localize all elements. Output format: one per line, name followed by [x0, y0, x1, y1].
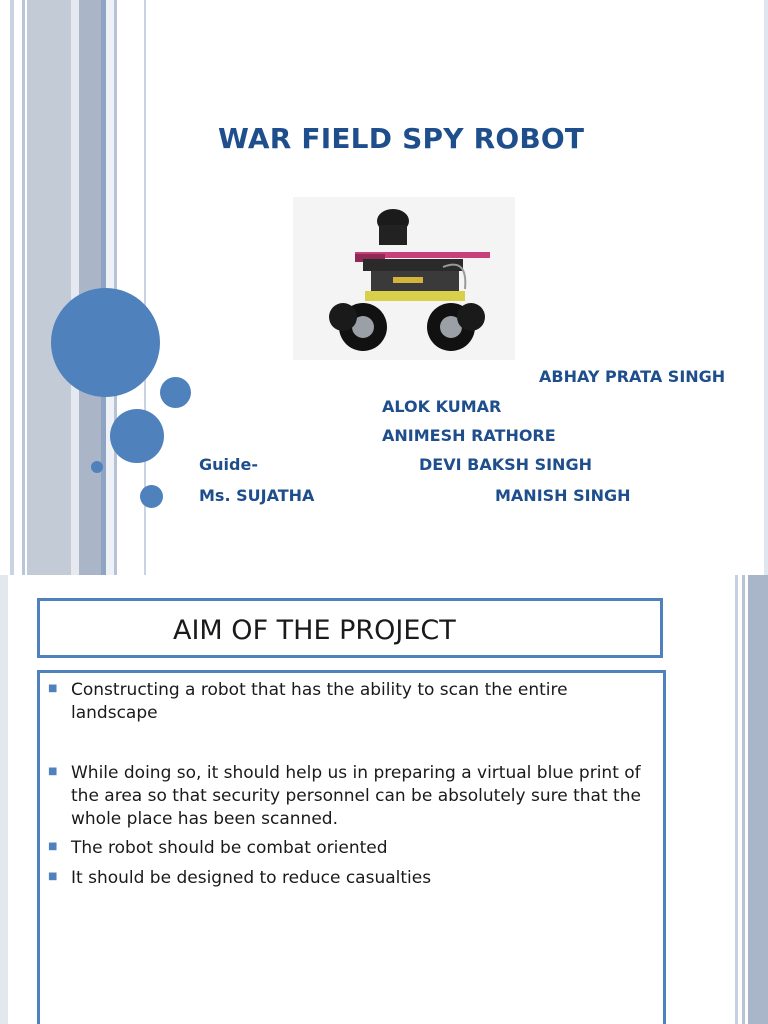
decor-circle-medium	[110, 409, 164, 463]
square-bullet-icon: ■	[48, 683, 58, 694]
content-box	[37, 670, 666, 1024]
bullet-text: Constructing a robot that has the ability to scan the entire landscape	[71, 680, 568, 723]
decor-circle-tiny	[91, 461, 103, 473]
team-member-4: DEVI BAKSH SINGH	[419, 455, 592, 474]
decor-circle-small-1	[160, 377, 191, 408]
decor-circle-large	[51, 288, 160, 397]
left-stripe-decoration	[0, 0, 150, 575]
guide-name: Ms. SUJATHA	[199, 486, 315, 505]
team-member-3: ANIMESH RATHORE	[382, 426, 556, 445]
decor-circle-small-2	[140, 485, 163, 508]
slide-2-title: AIM OF THE PROJECT	[173, 615, 456, 646]
left-edge-line	[0, 575, 8, 1024]
bullet-text: While doing so, it should help us in preparing a virtual blue print of the area so that security personnel can be absolutely sure that the whole place has been scanned.	[71, 763, 641, 829]
team-member-1: ABHAY PRATA SINGH	[539, 367, 726, 386]
slide-2	[0, 575, 768, 1024]
right-stripe-decoration	[735, 575, 768, 1024]
bullet-text: The robot should be combat oriented	[71, 838, 388, 858]
team-member-5: MANISH SINGH	[495, 486, 631, 505]
square-bullet-icon: ■	[48, 766, 58, 777]
robot-photo	[293, 197, 515, 360]
title-box	[37, 598, 663, 658]
guide-label: Guide-	[199, 455, 258, 474]
square-bullet-icon: ■	[48, 871, 58, 882]
bullet-text: It should be designed to reduce casualties	[71, 868, 432, 888]
square-bullet-icon: ■	[48, 841, 58, 852]
slide-1-title: WAR FIELD SPY ROBOT	[218, 122, 585, 155]
robot-photo-icon	[293, 197, 515, 360]
right-edge-line	[764, 0, 768, 575]
team-member-2: ALOK KUMAR	[382, 397, 502, 416]
